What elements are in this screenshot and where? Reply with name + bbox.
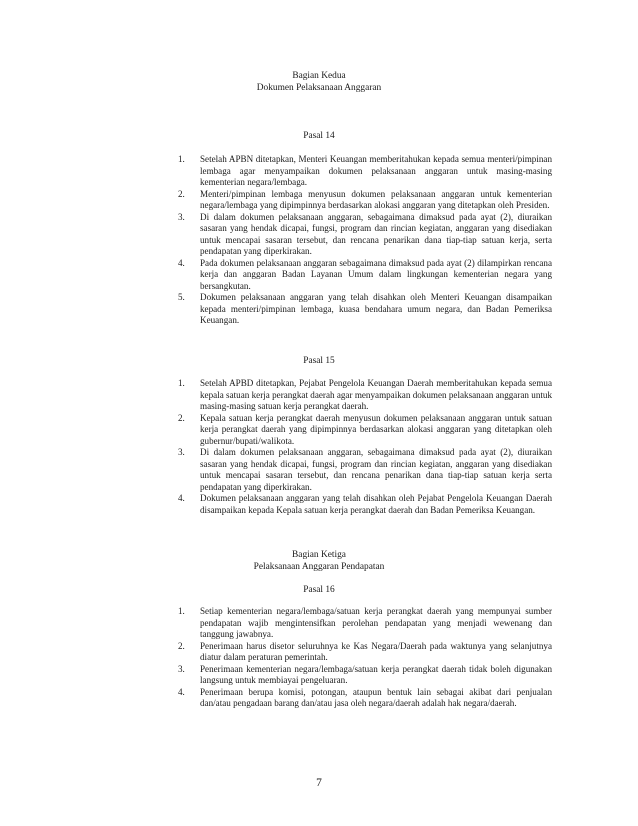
- list-item: 1. Setelah APBD ditetapkan, Pejabat Pengelola Keuangan Daerah memberitahukan kepada semua kepala satuan kerja perangkat daerah agar menyampaikan dokumen pelaksanaan anggaran untuk masing-masing satuan kerja perangkat daerah.: [178, 378, 552, 411]
- article-list: [178, 378, 552, 516]
- article-list: [178, 154, 552, 327]
- list-item: 3. Di dalam dokumen pelaksanaan anggaran, sebagaimana dimaksud pada ayat (2), diuraikan sasaran yang hendak dicapai, fungsi, program dan rincian kegiatan, anggaran yang disediakan untuk mencapai sasaran tersebut, dan rencana penarikan dana tiap-tiap satuan kerja serta pendapatan yang diperkirakan.: [178, 447, 552, 492]
- article-title: Pasal 16: [303, 585, 335, 595]
- list-item: 2. Menteri/pimpinan lembaga menyusun dokumen pelaksanaan anggaran untuk kementerian negara/lembaga yang dipimpinnya berdasarkan alokasi anggaran yang ditetapkan oleh Presiden.: [178, 188, 552, 210]
- article-list: [178, 606, 552, 710]
- article-title: Pasal 14: [303, 131, 335, 141]
- list-item: 5. Dokumen pelaksanaan anggaran yang telah disahkan oleh Menteri Keuangan disampaikan kepada menteri/pimpinan lembaga, kuasa bendahara umum negara, dan Badan Pemeriksa Keuangan.: [178, 292, 552, 325]
- list-item: 1. Setelah APBN ditetapkan, Menteri Keuangan memberitahukan kepada semua menteri/pimpinan lembaga agar menyampaikan dokumen pelaksanaan anggaran untuk masing-masing kementerian negara/lembaga.: [178, 154, 552, 187]
- section-heading: Bagian Kedua: [292, 71, 346, 81]
- list-item: 3. Di dalam dokumen pelaksanaan anggaran, sebagaimana dimaksud pada ayat (2), diuraikan sasaran yang hendak dicapai, fungsi, program dan rincian kegiatan, anggaran yang disediakan untuk mencapai sasaran tersebut, dan rencana penarikan dana tiap-tiap satuan kerja, serta pendapatan yang diperkirakan.: [178, 211, 552, 256]
- article-title: Pasal 15: [303, 356, 335, 366]
- list-item: 2. Penerimaan harus disetor seluruhnya ke Kas Negara/Daerah pada waktunya yang selanjutnya diatur dalam peraturan pemerintah.: [178, 640, 552, 662]
- list-item: 2. Kepala satuan kerja perangkat daerah menyusun dokumen pelaksanaan anggaran untuk satuan kerja perangkat daerah yang dipimpinnya berdasarkan alokasi anggaran yang ditetapkan oleh gubernur/bupati/walikota.: [178, 412, 552, 446]
- page-number: 7: [316, 777, 322, 789]
- section-subheading: Dokumen Pelaksanaan Anggaran: [256, 83, 382, 93]
- list-item: 4. Penerimaan berupa komisi, potongan, ataupun bentuk lain sebagai akibat dari penjualan dan/atau pengadaan barang dan/atau jasa oleh negara/daerah adalah hak negara/daerah.: [178, 686, 552, 708]
- list-item: 4. Pada dokumen pelaksanaan anggaran sebagaimana dimaksud pada ayat (2) dilampirkan rencana kerja dan anggaran Badan Layanan Umum dalam lingkungan kementerian negara yang bersangkutan.: [178, 257, 552, 291]
- list-item: 1. Setiap kementerian negara/lembaga/satuan kerja perangkat daerah yang mempunyai sumber pendapatan wajib mengintensifkan perolehan pendapatan yang menjadi wewenang dan tanggung jawabnya.: [178, 606, 552, 639]
- list-item: 4. Dokumen pelaksanaan anggaran yang telah disahkan oleh Pejabat Pengelola Keuangan Daerah disampaikan kepada Kepala satuan kerja perangkat daerah dan Badan Pemeriksa Keuangan.: [178, 493, 552, 515]
- section-heading: Bagian Ketiga: [292, 550, 346, 560]
- list-item: 3. Penerimaan kementerian negara/lembaga/satuan kerja perangkat daerah tidak boleh digunakan langsung untuk membiayai pengeluaran.: [178, 663, 552, 685]
- section-subheading: Pelaksanaan Anggaran Pendapatan: [253, 562, 385, 572]
